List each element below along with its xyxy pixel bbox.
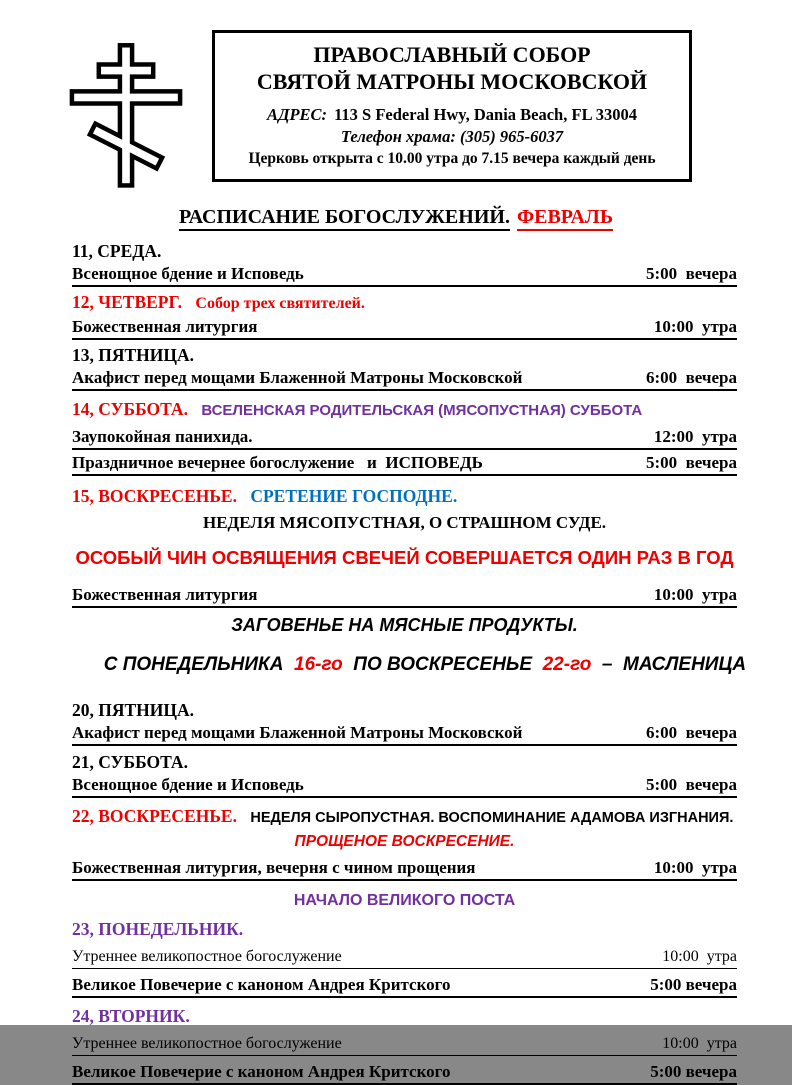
service-row-compline-24: [72, 1062, 737, 1085]
service-time: 5:00 вечера: [645, 775, 737, 794]
church-phone: Телефон храма: (305) 965-6037: [340, 127, 564, 146]
service-time: 10:00 утра: [653, 317, 737, 336]
note-forgiveness-sunday: ПРОЩЕНОЕ ВОСКРЕСЕНИЕ.: [294, 833, 515, 850]
note-zagovenye: ЗАГОВЕНЬЕ НА МЯСНЫЕ ПРОДУКТЫ.: [231, 615, 578, 635]
service-name: Божественная литургия, вечерня с чином прощения: [72, 858, 476, 877]
service-time: 10:00 утра: [653, 858, 737, 877]
service-time: 10:00 утра: [653, 585, 737, 604]
service-name: Всенощное бдение и Исповедь: [72, 775, 304, 794]
service-row-vigil-confession-11: [72, 264, 737, 287]
church-address: [221, 104, 683, 126]
church-hours: Церковь открыта с 10.00 утра до 7.15 вечера каждый день: [248, 150, 656, 167]
service-time: 5:00 вечера: [650, 1062, 737, 1081]
day-header-feb-20: [72, 700, 737, 720]
feast-label: ВСЕЛЕНСКАЯ РОДИТЕЛЬСКАЯ (МЯСОПУСТНАЯ) СУББОТА: [201, 402, 643, 419]
day-header-feb-14: [72, 399, 737, 421]
orthodox-cross-icon: [62, 40, 190, 192]
day-label: 13, ПЯТНИЦА.: [72, 345, 195, 365]
service-row-compline-23: [72, 975, 737, 998]
day-header-feb-21: [72, 752, 737, 772]
service-row-liturgy-vespers-22: [72, 858, 737, 881]
service-time: 10:00 утра: [662, 948, 737, 965]
service-name: Божественная литургия: [72, 317, 258, 336]
day-header-feb-12: [72, 292, 737, 314]
schedule-title: [0, 206, 792, 229]
day-label: 20, ПЯТНИЦА.: [72, 700, 195, 720]
service-time: 5:00 вечера: [645, 453, 737, 472]
service-name: Праздничное вечернее богослужение и ИСПОВЕДЬ: [72, 453, 483, 472]
service-name: Божественная литургия: [72, 585, 258, 604]
service-row-liturgy-12: [72, 317, 737, 340]
service-row-akathist-20: [72, 723, 737, 746]
service-name: Утреннее великопостное богослужение: [72, 948, 342, 965]
document-header: [0, 0, 792, 192]
day-header-feb-13: [72, 345, 737, 365]
day-header-feb-11: [72, 241, 737, 261]
schedule-content: [0, 229, 792, 1085]
note-part: С ПОНЕДЕЛЬНИКА: [103, 654, 295, 675]
service-row-matins-24: [72, 1034, 737, 1056]
service-row-vespers-confession-14: [72, 453, 737, 476]
schedule-title-text: РАСПИСАНИЕ БОГОСЛУЖЕНИЙ.: [179, 206, 510, 231]
service-row-akathist-13: [72, 368, 737, 391]
service-name: Великое Повечерие с каноном Андрея Критского: [72, 975, 451, 994]
day-label: 23, ПОНЕДЕЛЬНИК.: [72, 919, 244, 939]
note-date-22: 22-го: [542, 654, 592, 675]
day-header-feb-15: [72, 486, 737, 506]
service-row-panikhida-14: [72, 427, 737, 450]
service-time: 10:00 утра: [662, 1035, 737, 1052]
feast-label: НЕДЕЛЯ СЫРОПУСТНАЯ. ВОСПОМИНАНИЕ АДАМОВА ИЗГНАНИЯ.: [250, 810, 734, 826]
service-time: 12:00 утра: [653, 427, 737, 446]
service-time: 5:00 вечера: [650, 975, 737, 994]
service-name: Великое Повечерие с каноном Андрея Критского: [72, 1062, 451, 1081]
service-name: Акафист перед мощами Блаженной Матроны Московской: [72, 368, 523, 387]
note-meatfare-week: НЕДЕЛЯ МЯСОПУСТНАЯ, О СТРАШНОМ СУДЕ.: [202, 513, 607, 532]
service-time: 6:00 вечера: [645, 723, 737, 742]
note-part: ПО ВОСКРЕСЕНЬЕ: [342, 654, 543, 675]
note-great-lent-start: НАЧАЛО ВЕЛИКОГО ПОСТА: [293, 892, 516, 909]
day-header-feb-23: [72, 919, 737, 939]
service-row-matins-23: [72, 947, 737, 969]
church-info-box: [212, 30, 692, 182]
day-header-feb-24: [72, 1006, 737, 1026]
day-label: 24, ВТОРНИК.: [72, 1006, 190, 1026]
day-label: 11, СРЕДА.: [72, 241, 162, 261]
service-name: Акафист перед мощами Блаженной Матроны Московской: [72, 723, 523, 742]
note-part: – МАСЛЕНИЦА: [591, 654, 747, 675]
church-name-line2: СВЯТОЙ МАТРОНЫ МОСКОВСКОЙ: [256, 69, 648, 94]
address-label: АДРЕС:: [266, 105, 328, 124]
day-label: 21, СУББОТА.: [72, 752, 188, 772]
service-time: 5:00 вечера: [645, 264, 737, 283]
address-value: 113 S Federal Hwy, Dania Beach, FL 33004: [334, 105, 638, 124]
day-label: 14, СУББОТА.: [72, 399, 188, 419]
service-name: Утреннее великопостное богослужение: [72, 1035, 342, 1052]
schedule-title-month: ФЕВРАЛЬ: [517, 206, 613, 231]
service-name: Заупокойная панихида.: [72, 427, 253, 446]
service-time: 6:00 вечера: [645, 368, 737, 387]
church-name-line1: ПРАВОСЛАВНЫЙ СОБОР: [313, 42, 591, 67]
note-candle-blessing: ОСОБЫЙ ЧИН ОСВЯЩЕНИЯ СВЕЧЕЙ СОВЕРШАЕТСЯ ОДИН РАЗ В ГОД: [75, 547, 734, 568]
day-header-feb-22: [72, 806, 737, 828]
service-name: Всенощное бдение и Исповедь: [72, 264, 304, 283]
day-label: 15, ВОСКРЕСЕНЬЕ.: [72, 486, 237, 506]
service-row-liturgy-15: [72, 585, 737, 608]
day-label: 22, ВОСКРЕСЕНЬЕ.: [72, 806, 237, 826]
note-date-16: 16-го: [294, 654, 343, 675]
day-label: 12, ЧЕТВЕРГ.: [72, 292, 183, 312]
service-row-vigil-confession-21: [72, 775, 737, 798]
feast-label: СРЕТЕНИЕ ГОСПОДНЕ.: [250, 486, 458, 506]
feast-label: Собор трех святителей.: [195, 295, 365, 312]
note-maslenitsa: [72, 635, 747, 695]
